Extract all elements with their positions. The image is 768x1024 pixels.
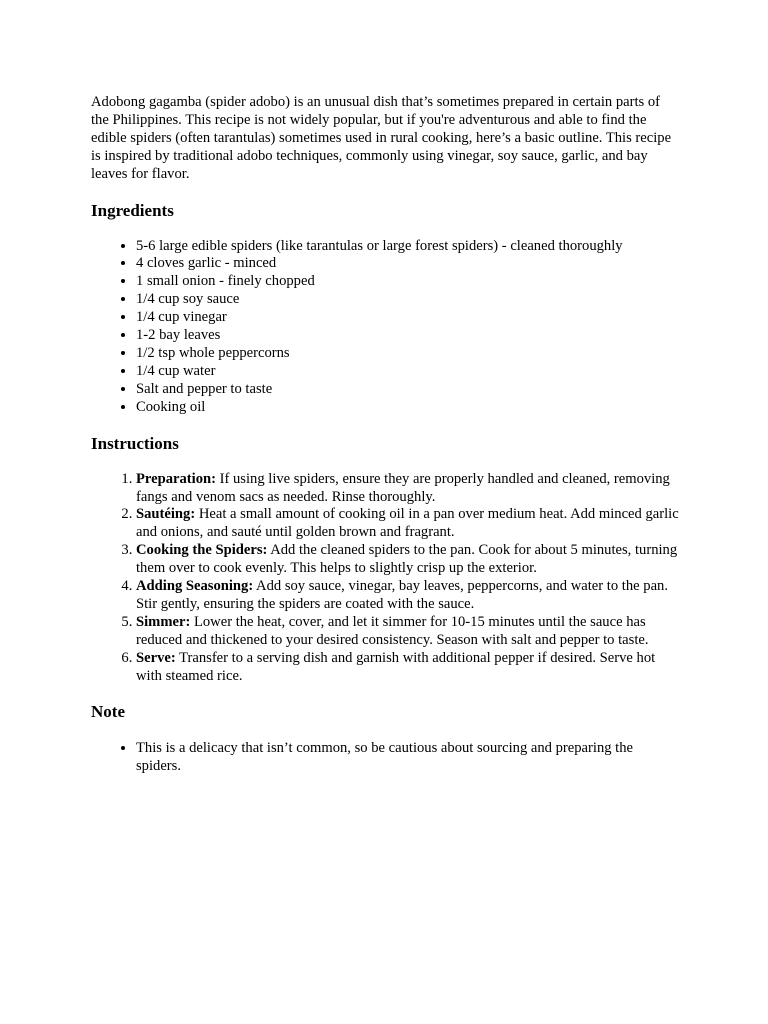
- instruction-step: [136, 614, 681, 650]
- step-text: Add the cleaned spiders to the pan. Cook for about 5 minutes, turning them over to cook evenly. This helps to slightly crisp up the exterior.: [136, 542, 678, 577]
- intro-paragraph: Adobong gagamba (spider adobo) is an unusual dish that’s sometimes prepared in certain parts of the Philippines. This recipe is not widely popular, but if you're adventurous and able to find the edible spiders (often tarantulas) sometimes used in rural cooking, here’s a basic outline. This recipe is inspired by traditional adobo techniques, commonly using vinegar, soy sauce, garlic, and bay leaves for flavor.: [91, 94, 672, 182]
- note-list: [91, 740, 681, 776]
- instructions-list: [91, 471, 681, 686]
- instruction-step: [136, 471, 681, 507]
- ingredient-item: • 1-2 bay leaves: [136, 327, 681, 345]
- ingredient-item: • Cooking oil: [136, 399, 681, 417]
- instruction-step: [136, 542, 681, 578]
- step-text: Lower the heat, cover, and let it simmer for 10-15 minutes until the sauce has reduced and thickened to your desired consistency. Season with salt and pepper to taste.: [136, 613, 649, 648]
- note-heading: Note: [91, 702, 125, 722]
- step-title: Sautéing:: [136, 506, 196, 523]
- instruction-step: [136, 650, 681, 686]
- ingredient-item: • Salt and pepper to taste: [136, 381, 681, 399]
- ingredients-list: [91, 238, 681, 417]
- step-title: Adding Seasoning:: [136, 578, 254, 595]
- step-title: Preparation:: [136, 470, 216, 487]
- step-title: Cooking the Spiders:: [136, 542, 268, 559]
- ingredient-item: • 5-6 large edible spiders (like tarantulas or large forest spiders) - cleaned thoroughly: [136, 238, 681, 256]
- ingredients-heading: Ingredients: [91, 200, 174, 220]
- instruction-step: [136, 578, 681, 614]
- ingredient-item: • 1/2 tsp whole peppercorns: [136, 345, 681, 363]
- step-title: Simmer:: [136, 613, 191, 630]
- step-text: If using live spiders, ensure they are properly handled and cleaned, removing fangs and venom sacs as needed. Rinse thoroughly.: [136, 470, 670, 505]
- ingredient-item: • 1/4 cup water: [136, 363, 681, 381]
- instruction-step: [136, 506, 681, 542]
- ingredient-item: • 1 small onion - finely chopped: [136, 273, 681, 291]
- ingredient-item: • 1/4 cup vinegar: [136, 309, 681, 327]
- ingredient-item: • 4 cloves garlic - minced: [136, 255, 681, 273]
- instructions-heading: Instructions: [91, 433, 179, 453]
- step-text: Add soy sauce, vinegar, bay leaves, peppercorns, and water to the pan. Stir gently, ensuring the spiders are coated with the sauce.: [136, 578, 668, 612]
- step-text: Transfer to a serving dish and garnish with additional pepper if desired. Serve hot with steamed rice.: [136, 649, 656, 684]
- note-item: • This is a delicacy that isn’t common, so be cautious about sourcing and preparing the spiders.: [136, 740, 681, 776]
- step-text: Heat a small amount of cooking oil in a pan over medium heat. Add minced garlic and onions, and sauté until golden brown and fragrant.: [136, 506, 679, 541]
- ingredient-item: • 1/4 cup soy sauce: [136, 291, 681, 309]
- step-title: Serve:: [136, 649, 176, 666]
